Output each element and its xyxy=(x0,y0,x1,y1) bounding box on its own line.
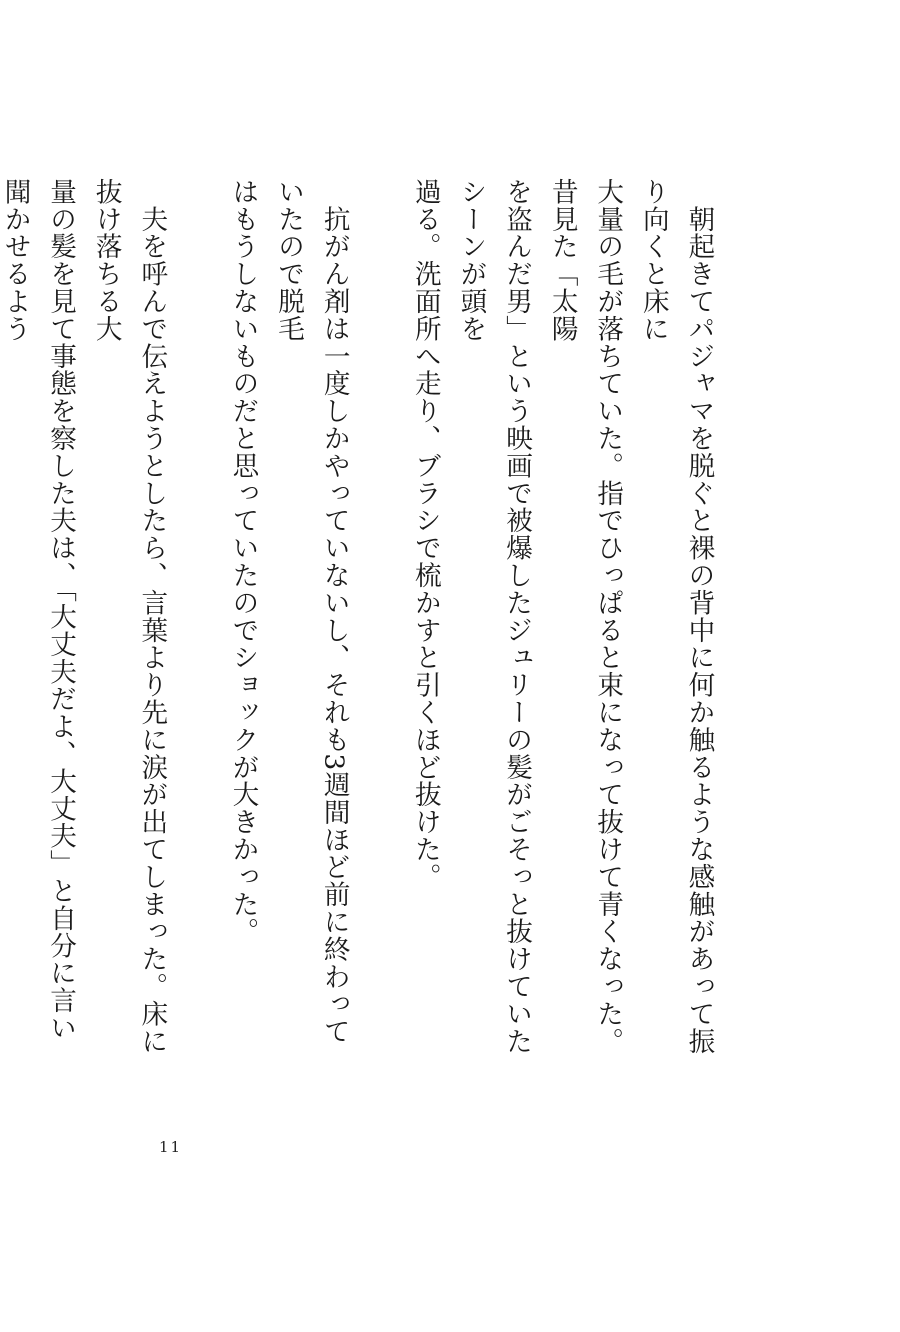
page-number: 11 xyxy=(159,1138,183,1156)
paragraph-anticancer-drug: 抗がん剤は一度しかやっていないし、それも3週間ほど前に終わっていたので脱毛 はもうしないものだと思っていたのでショックが大きかった。 xyxy=(227,178,350,1046)
paragraph-calling-husband: 夫を呼んで伝えようとしたら、言葉より先に涙が出てしまった。床に抜け落ちる大 量の髪を見て事態を察した夫は、「大丈夫だよ、大丈夫」と自分に言い聞かせるよう xyxy=(0,178,168,1055)
vertical-body-text xyxy=(0,178,767,1068)
paragraph-morning-hair-loss: 朝起きてパジャマを脱ぐと裸の背中に何か触るような感触があって振り向くと床に 大量の毛が落ちていた。指でひっぱると束になって抜けて青くなった。昔見た「太陽 を盗んだ男」という映画で被爆したジュリーの髪がごそっと抜けていたシーンが頭を 過る。洗面所へ走り、ブラシで梳かすと引くほど抜けた。 xyxy=(409,178,715,1055)
